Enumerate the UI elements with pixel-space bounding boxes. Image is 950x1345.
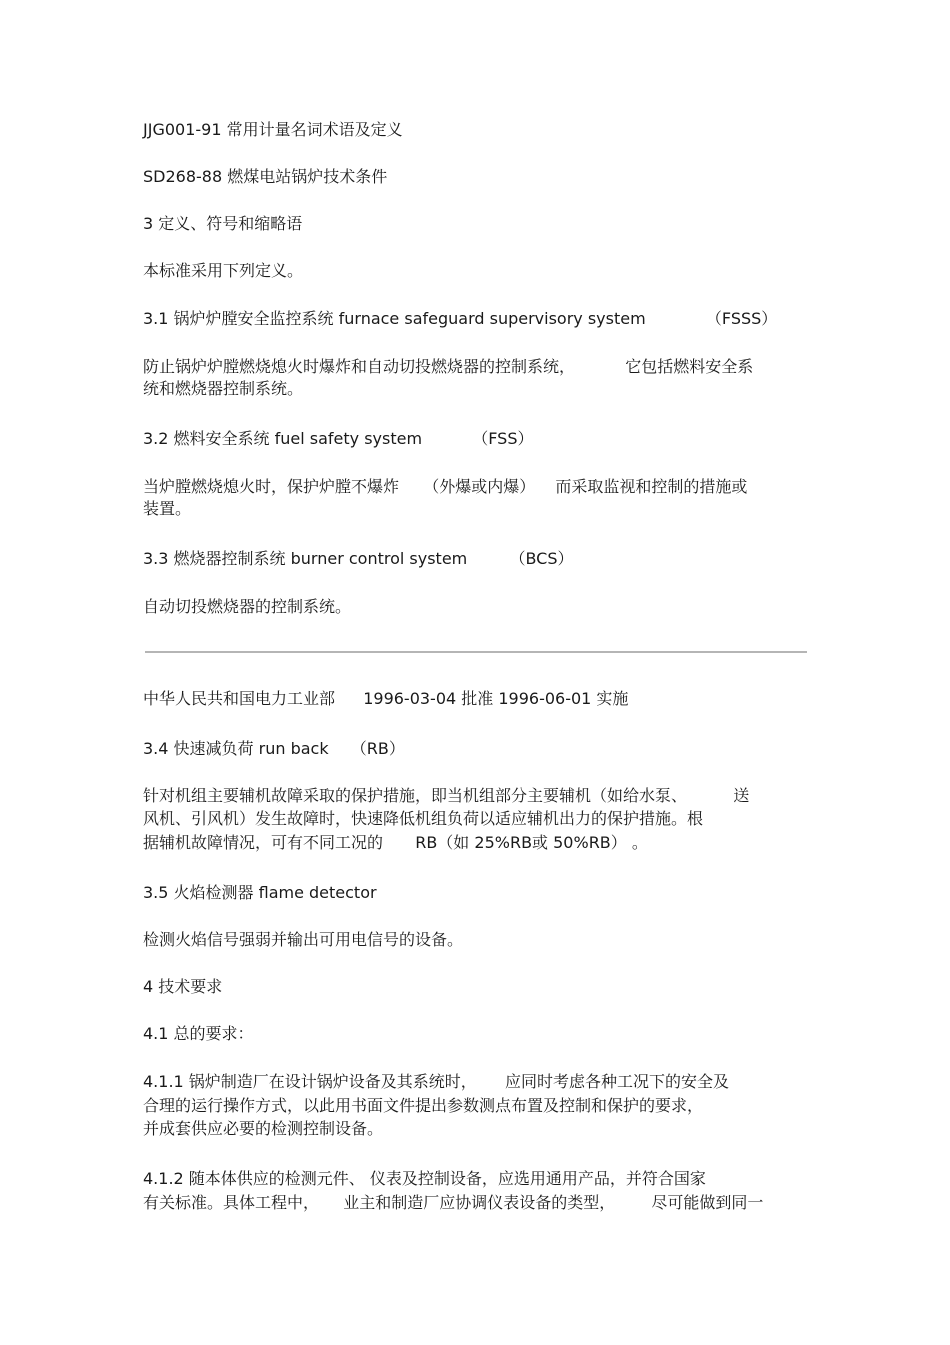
definition-3-2-abbr: （FSS） (472, 429, 534, 448)
definition-3-4-desc-part-e: 。 (631, 833, 648, 852)
definition-3-3-term (143, 548, 573, 570)
issue-dates: 1996-03-04 批准 1996-06-01 实施 (363, 689, 629, 708)
definition-3-2-desc-line1 (143, 476, 747, 498)
definition-3-3-desc: 自动切投燃烧器的控制系统。 (143, 597, 352, 616)
definition-3-4-term-text: 3.4 快速减负荷 run back (143, 739, 329, 758)
paragraph-4-1-2-line1: 4.1.2 随本体供应的检测元件、 仪表及控制设备，应选用通用产品，并符合国家 (143, 1169, 706, 1188)
definition-3-2-desc-part-c: 而采取监视和控制的措施或 (555, 477, 748, 496)
definition-3-2-term-text: 3.2 燃料安全系统 fuel safety system (143, 429, 423, 448)
page-divider (145, 651, 807, 653)
definition-3-3-term-text: 3.3 燃烧器控制系统 burner control system (143, 549, 468, 568)
definition-3-1-abbr: （FSSS） (705, 309, 778, 328)
paragraph-4-1-2-part-c: 尽可能做到同一 (651, 1193, 764, 1212)
definition-3-5-desc: 检测火焰信号强弱并输出可用电信号的设备。 (143, 930, 464, 949)
definition-3-1-term-text: 3.1 锅炉炉膛安全监控系统 furnace safeguard supervisory system (143, 309, 646, 328)
paragraph-4-1-1-line1 (143, 1071, 729, 1093)
reference-jjg001: JJG001-91 常用计量名词术语及定义 (143, 120, 403, 139)
definition-3-2-term (143, 428, 534, 450)
definition-3-4-desc-line1 (143, 785, 749, 807)
paragraph-4-1-1-line3: 并成套供应必要的检测控制设备。 (143, 1119, 384, 1138)
paragraph-4-1-2-part-a: 有关标准。具体工程中， (143, 1193, 320, 1212)
definition-3-1-desc-part-b: 它包括燃料安全系 (625, 357, 754, 376)
section-3-intro: 本标准采用下列定义。 (143, 261, 304, 280)
definition-3-2-desc-line2: 装置。 (143, 499, 192, 518)
definition-3-4-desc-line3 (143, 832, 648, 854)
definition-3-4-desc-line2: 风机、引风机）发生故障时，快速降低机组负荷以适应辅机出力的保护措施。根 (143, 809, 704, 828)
definition-3-1-desc-line2: 统和燃烧器控制系统。 (143, 379, 304, 398)
definition-3-4-term (143, 738, 405, 760)
definition-3-4-desc-part-a: 针对机组主要辅机故障采取的保护措施，即当机组部分主要辅机（如给水泵、 (143, 786, 688, 805)
definition-3-2-desc-part-b: （外爆或内爆） (423, 477, 536, 496)
section-3-heading: 3 定义、符号和缩略语 (143, 214, 303, 233)
definition-3-5-term: 3.5 火焰检测器 flame detector (143, 883, 377, 902)
paragraph-4-1-2-line2 (143, 1192, 763, 1214)
definition-3-4-desc-part-b: 送 (733, 786, 750, 805)
section-4-heading: 4 技术要求 (143, 977, 223, 996)
paragraph-4-1-2-part-b: 业主和制造厂应协调仪表设备的类型， (343, 1193, 616, 1212)
section-4-1-heading: 4.1 总的要求： (143, 1024, 254, 1043)
paragraph-4-1-1-part-a: 4.1.1 锅炉制造厂在设计锅炉设备及其系统时， (143, 1072, 477, 1091)
paragraph-4-1-1-part-b: 应同时考虑各种工况下的安全及 (505, 1072, 730, 1091)
definition-3-2-desc-part-a: 当炉膛燃烧熄火时，保护炉膛不爆炸 (143, 477, 400, 496)
definition-3-1-desc-part-a: 防止锅炉炉膛燃烧熄火时爆炸和自动切投燃烧器的控制系统， (143, 357, 576, 376)
definition-3-4-desc-part-d: RB（如 25%RB或 50%RB） (415, 833, 627, 852)
definition-3-3-abbr: （BCS） (509, 549, 574, 568)
issuer-name: 中华人民共和国电力工业部 (143, 689, 336, 708)
definition-3-1-desc-line1 (143, 356, 753, 378)
reference-sd268: SD268-88 燃煤电站锅炉技术条件 (143, 167, 388, 186)
definition-3-1-term (143, 308, 777, 330)
issuer-line (143, 688, 628, 710)
paragraph-4-1-1-line2: 合理的运行操作方式，以此用书面文件提出参数测点布置及控制和保护的要求， (143, 1096, 704, 1115)
definition-3-4-desc-part-c: 据辅机故障情况，可有不同工况的 (143, 833, 384, 852)
definition-3-4-abbr: （RB） (350, 739, 405, 758)
